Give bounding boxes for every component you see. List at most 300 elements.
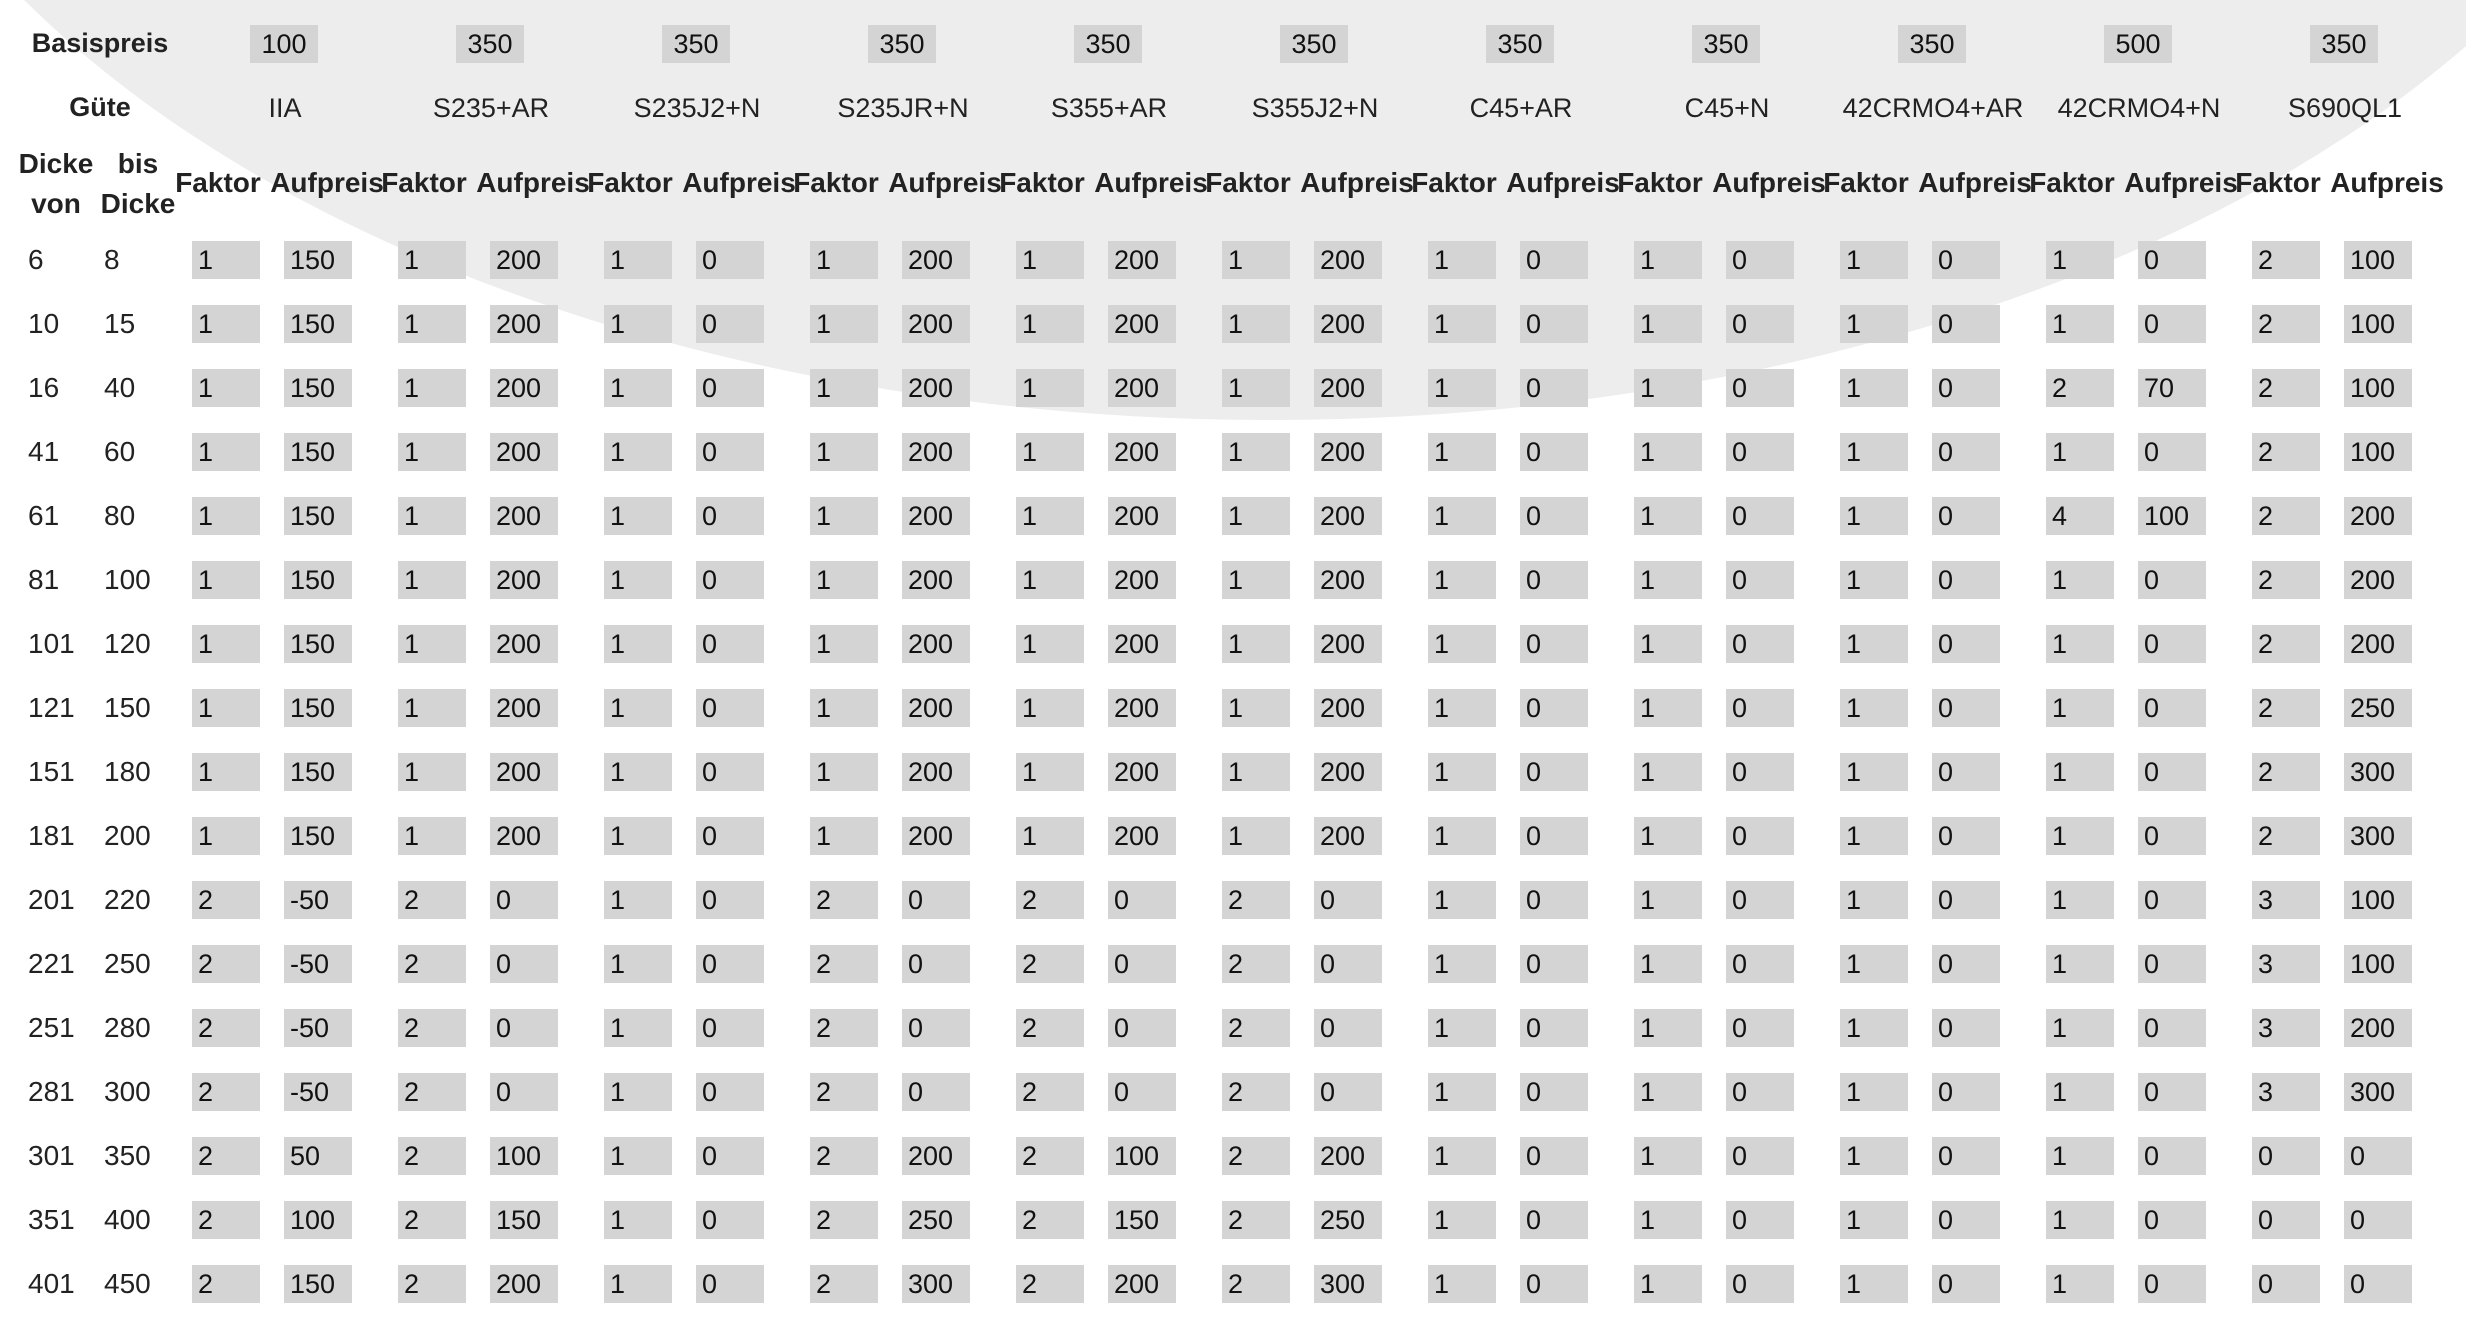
aufpreis-input[interactable]: 0 <box>1108 945 1176 983</box>
aufpreis-input[interactable]: 200 <box>1108 305 1176 343</box>
aufpreis-input[interactable]: 0 <box>1108 881 1176 919</box>
aufpreis-input[interactable]: 200 <box>1314 625 1382 663</box>
aufpreis-input[interactable]: 200 <box>902 625 970 663</box>
faktor-input[interactable]: 2 <box>2046 369 2114 407</box>
aufpreis-input[interactable]: 0 <box>2138 1265 2206 1303</box>
aufpreis-input[interactable]: 0 <box>490 1073 558 1111</box>
faktor-input[interactable]: 1 <box>1428 881 1496 919</box>
faktor-input[interactable]: 0 <box>2252 1137 2320 1175</box>
faktor-input[interactable]: 1 <box>2046 1009 2114 1047</box>
base-price-input[interactable]: 350 <box>1898 25 1966 63</box>
aufpreis-input[interactable]: 0 <box>490 1009 558 1047</box>
aufpreis-input[interactable]: 200 <box>490 241 558 279</box>
faktor-input[interactable]: 1 <box>2046 1201 2114 1239</box>
faktor-input[interactable]: 2 <box>810 945 878 983</box>
faktor-input[interactable]: 1 <box>604 1201 672 1239</box>
aufpreis-input[interactable]: 100 <box>2344 433 2412 471</box>
faktor-input[interactable]: 2 <box>1222 945 1290 983</box>
faktor-input[interactable]: 1 <box>1428 1073 1496 1111</box>
faktor-input[interactable]: 1 <box>604 1073 672 1111</box>
aufpreis-input[interactable]: 0 <box>2138 817 2206 855</box>
aufpreis-input[interactable]: 200 <box>2344 625 2412 663</box>
aufpreis-input[interactable]: 0 <box>1726 817 1794 855</box>
faktor-input[interactable]: 2 <box>2252 817 2320 855</box>
faktor-input[interactable]: 1 <box>1428 369 1496 407</box>
faktor-input[interactable]: 2 <box>398 1073 466 1111</box>
faktor-input[interactable]: 3 <box>2252 1009 2320 1047</box>
aufpreis-input[interactable]: 150 <box>284 305 352 343</box>
aufpreis-input[interactable]: 0 <box>1520 1137 1588 1175</box>
faktor-input[interactable]: 1 <box>1634 1265 1702 1303</box>
aufpreis-input[interactable]: 200 <box>490 561 558 599</box>
base-price-input[interactable]: 350 <box>2310 25 2378 63</box>
faktor-input[interactable]: 2 <box>1016 945 1084 983</box>
faktor-input[interactable]: 2 <box>2252 625 2320 663</box>
aufpreis-input[interactable]: 0 <box>1932 1265 2000 1303</box>
aufpreis-input[interactable]: 200 <box>490 689 558 727</box>
faktor-input[interactable]: 1 <box>1016 817 1084 855</box>
faktor-input[interactable]: 1 <box>398 689 466 727</box>
faktor-input[interactable]: 1 <box>192 817 260 855</box>
faktor-input[interactable]: 1 <box>810 497 878 535</box>
aufpreis-input[interactable]: 200 <box>1314 369 1382 407</box>
faktor-input[interactable]: 1 <box>810 433 878 471</box>
aufpreis-input[interactable]: 0 <box>2138 625 2206 663</box>
faktor-input[interactable]: 1 <box>1840 369 1908 407</box>
aufpreis-input[interactable]: 100 <box>490 1137 558 1175</box>
faktor-input[interactable]: 1 <box>192 561 260 599</box>
faktor-input[interactable]: 1 <box>2046 433 2114 471</box>
aufpreis-input[interactable]: 200 <box>1108 625 1176 663</box>
faktor-input[interactable]: 1 <box>1840 1201 1908 1239</box>
aufpreis-input[interactable]: 150 <box>284 1265 352 1303</box>
faktor-input[interactable]: 1 <box>604 369 672 407</box>
faktor-input[interactable]: 2 <box>1222 1265 1290 1303</box>
faktor-input[interactable]: 1 <box>192 369 260 407</box>
faktor-input[interactable]: 2 <box>398 945 466 983</box>
faktor-input[interactable]: 1 <box>1634 561 1702 599</box>
aufpreis-input[interactable]: 200 <box>902 753 970 791</box>
aufpreis-input[interactable]: 0 <box>1726 945 1794 983</box>
faktor-input[interactable]: 3 <box>2252 945 2320 983</box>
faktor-input[interactable]: 1 <box>1222 497 1290 535</box>
aufpreis-input[interactable]: 200 <box>1108 433 1176 471</box>
aufpreis-input[interactable]: 0 <box>1520 497 1588 535</box>
aufpreis-input[interactable]: -50 <box>284 1073 352 1111</box>
aufpreis-input[interactable]: 0 <box>1520 945 1588 983</box>
aufpreis-input[interactable]: 0 <box>1932 1073 2000 1111</box>
aufpreis-input[interactable]: 0 <box>2138 753 2206 791</box>
aufpreis-input[interactable]: 0 <box>696 433 764 471</box>
aufpreis-input[interactable]: 0 <box>1726 305 1794 343</box>
faktor-input[interactable]: 2 <box>398 1265 466 1303</box>
aufpreis-input[interactable]: 0 <box>696 945 764 983</box>
faktor-input[interactable]: 1 <box>1428 433 1496 471</box>
aufpreis-input[interactable]: 200 <box>902 433 970 471</box>
faktor-input[interactable]: 1 <box>1428 561 1496 599</box>
aufpreis-input[interactable]: 0 <box>1520 241 1588 279</box>
faktor-input[interactable]: 1 <box>604 1137 672 1175</box>
aufpreis-input[interactable]: 0 <box>1726 369 1794 407</box>
faktor-input[interactable]: 1 <box>2046 881 2114 919</box>
aufpreis-input[interactable]: 150 <box>490 1201 558 1239</box>
aufpreis-input[interactable]: 0 <box>1726 561 1794 599</box>
aufpreis-input[interactable]: 0 <box>1314 1009 1382 1047</box>
aufpreis-input[interactable]: 0 <box>2138 881 2206 919</box>
faktor-input[interactable]: 1 <box>1840 433 1908 471</box>
faktor-input[interactable]: 2 <box>2252 689 2320 727</box>
aufpreis-input[interactable]: 200 <box>1108 497 1176 535</box>
faktor-input[interactable]: 1 <box>1222 433 1290 471</box>
aufpreis-input[interactable]: 0 <box>1932 1009 2000 1047</box>
aufpreis-input[interactable]: 200 <box>490 625 558 663</box>
base-price-input[interactable]: 350 <box>662 25 730 63</box>
faktor-input[interactable]: 1 <box>1016 305 1084 343</box>
aufpreis-input[interactable]: 0 <box>2138 1137 2206 1175</box>
aufpreis-input[interactable]: 200 <box>2344 1009 2412 1047</box>
aufpreis-input[interactable]: 200 <box>2344 561 2412 599</box>
faktor-input[interactable]: 1 <box>398 369 466 407</box>
aufpreis-input[interactable]: 250 <box>2344 689 2412 727</box>
faktor-input[interactable]: 1 <box>810 305 878 343</box>
faktor-input[interactable]: 1 <box>1222 241 1290 279</box>
faktor-input[interactable]: 1 <box>398 241 466 279</box>
faktor-input[interactable]: 1 <box>604 1009 672 1047</box>
faktor-input[interactable]: 2 <box>2252 753 2320 791</box>
faktor-input[interactable]: 2 <box>2252 561 2320 599</box>
aufpreis-input[interactable]: 0 <box>1932 561 2000 599</box>
aufpreis-input[interactable]: -50 <box>284 881 352 919</box>
aufpreis-input[interactable]: 0 <box>490 945 558 983</box>
faktor-input[interactable]: 1 <box>1634 689 1702 727</box>
aufpreis-input[interactable]: 0 <box>1520 1009 1588 1047</box>
faktor-input[interactable]: 2 <box>810 1073 878 1111</box>
faktor-input[interactable]: 1 <box>1840 305 1908 343</box>
base-price-input[interactable]: 350 <box>868 25 936 63</box>
aufpreis-input[interactable]: 200 <box>1108 1265 1176 1303</box>
faktor-input[interactable]: 1 <box>1840 1265 1908 1303</box>
faktor-input[interactable]: 1 <box>1840 817 1908 855</box>
faktor-input[interactable]: 3 <box>2252 881 2320 919</box>
aufpreis-input[interactable]: 150 <box>1108 1201 1176 1239</box>
aufpreis-input[interactable]: 200 <box>1314 817 1382 855</box>
aufpreis-input[interactable]: 0 <box>902 945 970 983</box>
aufpreis-input[interactable]: 0 <box>2138 305 2206 343</box>
faktor-input[interactable]: 2 <box>1016 1073 1084 1111</box>
faktor-input[interactable]: 1 <box>1016 241 1084 279</box>
faktor-input[interactable]: 1 <box>2046 817 2114 855</box>
faktor-input[interactable]: 2 <box>1016 1137 1084 1175</box>
aufpreis-input[interactable]: 0 <box>1726 1265 1794 1303</box>
faktor-input[interactable]: 1 <box>2046 1265 2114 1303</box>
aufpreis-input[interactable]: 0 <box>1932 817 2000 855</box>
faktor-input[interactable]: 2 <box>398 1201 466 1239</box>
faktor-input[interactable]: 1 <box>1016 369 1084 407</box>
aufpreis-input[interactable]: 200 <box>490 1265 558 1303</box>
aufpreis-input[interactable]: 0 <box>902 881 970 919</box>
faktor-input[interactable]: 2 <box>398 1009 466 1047</box>
faktor-input[interactable]: 1 <box>1634 305 1702 343</box>
aufpreis-input[interactable]: 0 <box>1520 1073 1588 1111</box>
aufpreis-input[interactable]: 0 <box>1726 689 1794 727</box>
faktor-input[interactable]: 2 <box>192 1137 260 1175</box>
faktor-input[interactable]: 1 <box>1222 817 1290 855</box>
faktor-input[interactable]: 1 <box>398 817 466 855</box>
aufpreis-input[interactable]: 0 <box>696 1073 764 1111</box>
faktor-input[interactable]: 1 <box>1428 753 1496 791</box>
aufpreis-input[interactable]: 0 <box>1726 881 1794 919</box>
faktor-input[interactable]: 1 <box>604 689 672 727</box>
aufpreis-input[interactable]: 0 <box>1726 625 1794 663</box>
base-price-input[interactable]: 100 <box>250 25 318 63</box>
aufpreis-input[interactable]: 150 <box>284 753 352 791</box>
faktor-input[interactable]: 1 <box>2046 753 2114 791</box>
aufpreis-input[interactable]: 200 <box>1314 497 1382 535</box>
aufpreis-input[interactable]: 0 <box>1932 305 2000 343</box>
faktor-input[interactable]: 1 <box>192 497 260 535</box>
faktor-input[interactable]: 1 <box>1840 241 1908 279</box>
faktor-input[interactable]: 1 <box>1634 625 1702 663</box>
faktor-input[interactable]: 1 <box>1840 1073 1908 1111</box>
aufpreis-input[interactable]: 150 <box>284 369 352 407</box>
aufpreis-input[interactable]: 100 <box>284 1201 352 1239</box>
faktor-input[interactable]: 1 <box>1634 433 1702 471</box>
aufpreis-input[interactable]: 200 <box>902 1137 970 1175</box>
faktor-input[interactable]: 2 <box>192 1009 260 1047</box>
aufpreis-input[interactable]: 0 <box>696 305 764 343</box>
faktor-input[interactable]: 1 <box>1428 625 1496 663</box>
aufpreis-input[interactable]: 300 <box>1314 1265 1382 1303</box>
faktor-input[interactable]: 2 <box>398 1137 466 1175</box>
faktor-input[interactable]: 0 <box>2252 1265 2320 1303</box>
faktor-input[interactable]: 1 <box>398 625 466 663</box>
faktor-input[interactable]: 2 <box>1016 881 1084 919</box>
faktor-input[interactable]: 1 <box>1840 561 1908 599</box>
faktor-input[interactable]: 1 <box>1840 497 1908 535</box>
faktor-input[interactable]: 2 <box>810 1265 878 1303</box>
faktor-input[interactable]: 1 <box>1016 433 1084 471</box>
aufpreis-input[interactable]: 200 <box>1108 241 1176 279</box>
faktor-input[interactable]: 1 <box>1634 1137 1702 1175</box>
faktor-input[interactable]: 1 <box>604 561 672 599</box>
faktor-input[interactable]: 1 <box>2046 561 2114 599</box>
faktor-input[interactable]: 1 <box>1222 689 1290 727</box>
faktor-input[interactable]: 2 <box>1222 1009 1290 1047</box>
faktor-input[interactable]: 1 <box>2046 689 2114 727</box>
aufpreis-input[interactable]: 200 <box>490 817 558 855</box>
faktor-input[interactable]: 1 <box>192 241 260 279</box>
aufpreis-input[interactable]: 0 <box>696 369 764 407</box>
aufpreis-input[interactable]: 0 <box>1726 497 1794 535</box>
faktor-input[interactable]: 1 <box>2046 305 2114 343</box>
aufpreis-input[interactable]: 0 <box>1314 1073 1382 1111</box>
aufpreis-input[interactable]: 150 <box>284 561 352 599</box>
base-price-input[interactable]: 350 <box>1280 25 1348 63</box>
faktor-input[interactable]: 2 <box>192 1265 260 1303</box>
faktor-input[interactable]: 1 <box>2046 1073 2114 1111</box>
aufpreis-input[interactable]: 300 <box>902 1265 970 1303</box>
aufpreis-input[interactable]: 100 <box>2344 881 2412 919</box>
faktor-input[interactable]: 1 <box>810 241 878 279</box>
aufpreis-input[interactable]: 0 <box>1520 561 1588 599</box>
aufpreis-input[interactable]: 0 <box>1520 753 1588 791</box>
faktor-input[interactable]: 1 <box>398 753 466 791</box>
aufpreis-input[interactable]: 200 <box>1108 561 1176 599</box>
faktor-input[interactable]: 1 <box>192 753 260 791</box>
aufpreis-input[interactable]: 200 <box>1314 561 1382 599</box>
faktor-input[interactable]: 1 <box>604 433 672 471</box>
faktor-input[interactable]: 1 <box>1222 753 1290 791</box>
faktor-input[interactable]: 1 <box>1222 305 1290 343</box>
faktor-input[interactable]: 1 <box>1222 369 1290 407</box>
faktor-input[interactable]: 1 <box>1428 689 1496 727</box>
faktor-input[interactable]: 1 <box>1840 1009 1908 1047</box>
faktor-input[interactable]: 1 <box>2046 625 2114 663</box>
aufpreis-input[interactable]: 0 <box>1932 625 2000 663</box>
aufpreis-input[interactable]: 200 <box>902 689 970 727</box>
aufpreis-input[interactable]: 200 <box>1314 1137 1382 1175</box>
aufpreis-input[interactable]: 0 <box>2138 689 2206 727</box>
aufpreis-input[interactable]: 70 <box>2138 369 2206 407</box>
aufpreis-input[interactable]: 0 <box>1932 753 2000 791</box>
aufpreis-input[interactable]: 150 <box>284 625 352 663</box>
faktor-input[interactable]: 1 <box>398 497 466 535</box>
faktor-input[interactable]: 1 <box>398 305 466 343</box>
aufpreis-input[interactable]: 200 <box>1314 689 1382 727</box>
aufpreis-input[interactable]: 150 <box>284 433 352 471</box>
faktor-input[interactable]: 1 <box>1428 1009 1496 1047</box>
aufpreis-input[interactable]: 0 <box>696 753 764 791</box>
aufpreis-input[interactable]: 200 <box>902 497 970 535</box>
aufpreis-input[interactable]: 200 <box>1314 241 1382 279</box>
faktor-input[interactable]: 1 <box>604 625 672 663</box>
aufpreis-input[interactable]: -50 <box>284 1009 352 1047</box>
faktor-input[interactable]: 4 <box>2046 497 2114 535</box>
aufpreis-input[interactable]: 200 <box>490 369 558 407</box>
base-price-input[interactable]: 350 <box>1486 25 1554 63</box>
faktor-input[interactable]: 1 <box>2046 945 2114 983</box>
faktor-input[interactable]: 1 <box>1016 625 1084 663</box>
aufpreis-input[interactable]: 0 <box>1932 241 2000 279</box>
aufpreis-input[interactable]: 200 <box>2344 497 2412 535</box>
aufpreis-input[interactable]: 100 <box>2344 369 2412 407</box>
aufpreis-input[interactable]: 200 <box>1108 689 1176 727</box>
aufpreis-input[interactable]: 0 <box>1932 369 2000 407</box>
aufpreis-input[interactable]: 200 <box>1108 817 1176 855</box>
aufpreis-input[interactable]: 200 <box>1314 433 1382 471</box>
aufpreis-input[interactable]: 0 <box>1932 945 2000 983</box>
faktor-input[interactable]: 2 <box>810 881 878 919</box>
faktor-input[interactable]: 2 <box>810 1201 878 1239</box>
faktor-input[interactable]: 1 <box>1634 945 1702 983</box>
aufpreis-input[interactable]: 0 <box>1314 945 1382 983</box>
aufpreis-input[interactable]: 0 <box>2344 1137 2412 1175</box>
aufpreis-input[interactable]: 0 <box>2138 433 2206 471</box>
aufpreis-input[interactable]: 200 <box>490 305 558 343</box>
faktor-input[interactable]: 1 <box>1428 305 1496 343</box>
base-price-input[interactable]: 350 <box>456 25 524 63</box>
aufpreis-input[interactable]: 100 <box>1108 1137 1176 1175</box>
aufpreis-input[interactable]: 0 <box>1932 1137 2000 1175</box>
faktor-input[interactable]: 2 <box>1222 1137 1290 1175</box>
aufpreis-input[interactable]: 0 <box>1520 625 1588 663</box>
aufpreis-input[interactable]: 0 <box>2344 1265 2412 1303</box>
faktor-input[interactable]: 1 <box>1840 753 1908 791</box>
aufpreis-input[interactable]: 250 <box>902 1201 970 1239</box>
faktor-input[interactable]: 2 <box>192 1201 260 1239</box>
aufpreis-input[interactable]: 0 <box>902 1073 970 1111</box>
aufpreis-input[interactable]: 0 <box>490 881 558 919</box>
base-price-input[interactable]: 350 <box>1692 25 1760 63</box>
faktor-input[interactable]: 1 <box>1428 945 1496 983</box>
faktor-input[interactable]: 1 <box>398 433 466 471</box>
faktor-input[interactable]: 0 <box>2252 1201 2320 1239</box>
aufpreis-input[interactable]: 0 <box>696 1009 764 1047</box>
aufpreis-input[interactable]: 0 <box>696 1265 764 1303</box>
aufpreis-input[interactable]: 200 <box>490 497 558 535</box>
aufpreis-input[interactable]: 100 <box>2344 241 2412 279</box>
faktor-input[interactable]: 1 <box>1016 753 1084 791</box>
faktor-input[interactable]: 2 <box>2252 433 2320 471</box>
faktor-input[interactable]: 1 <box>1428 241 1496 279</box>
faktor-input[interactable]: 1 <box>1634 881 1702 919</box>
aufpreis-input[interactable]: 0 <box>696 817 764 855</box>
aufpreis-input[interactable]: 0 <box>1520 369 1588 407</box>
faktor-input[interactable]: 1 <box>192 433 260 471</box>
faktor-input[interactable]: 1 <box>192 305 260 343</box>
aufpreis-input[interactable]: 0 <box>1520 817 1588 855</box>
faktor-input[interactable]: 1 <box>604 945 672 983</box>
aufpreis-input[interactable]: 0 <box>696 881 764 919</box>
aufpreis-input[interactable]: 0 <box>1932 433 2000 471</box>
aufpreis-input[interactable]: 200 <box>902 305 970 343</box>
aufpreis-input[interactable]: 150 <box>284 241 352 279</box>
aufpreis-input[interactable]: 0 <box>696 625 764 663</box>
faktor-input[interactable]: 1 <box>604 241 672 279</box>
faktor-input[interactable]: 2 <box>192 945 260 983</box>
faktor-input[interactable]: 1 <box>1634 1073 1702 1111</box>
faktor-input[interactable]: 1 <box>1634 369 1702 407</box>
faktor-input[interactable]: 1 <box>1222 625 1290 663</box>
faktor-input[interactable]: 1 <box>810 817 878 855</box>
aufpreis-input[interactable]: 0 <box>1932 1201 2000 1239</box>
aufpreis-input[interactable]: 150 <box>284 817 352 855</box>
aufpreis-input[interactable]: 0 <box>1932 497 2000 535</box>
base-price-input[interactable]: 500 <box>2104 25 2172 63</box>
faktor-input[interactable]: 2 <box>1222 1201 1290 1239</box>
aufpreis-input[interactable]: 0 <box>1726 1201 1794 1239</box>
faktor-input[interactable]: 1 <box>604 1265 672 1303</box>
aufpreis-input[interactable]: 0 <box>696 1201 764 1239</box>
aufpreis-input[interactable]: 0 <box>2138 1009 2206 1047</box>
aufpreis-input[interactable]: 300 <box>2344 1073 2412 1111</box>
faktor-input[interactable]: 2 <box>2252 497 2320 535</box>
aufpreis-input[interactable]: 0 <box>902 1009 970 1047</box>
faktor-input[interactable]: 2 <box>192 1073 260 1111</box>
faktor-input[interactable]: 1 <box>604 753 672 791</box>
aufpreis-input[interactable]: 150 <box>284 689 352 727</box>
aufpreis-input[interactable]: 100 <box>2138 497 2206 535</box>
faktor-input[interactable]: 1 <box>1016 561 1084 599</box>
aufpreis-input[interactable]: 0 <box>696 1137 764 1175</box>
faktor-input[interactable]: 1 <box>398 561 466 599</box>
aufpreis-input[interactable]: 0 <box>1726 1137 1794 1175</box>
aufpreis-input[interactable]: -50 <box>284 945 352 983</box>
aufpreis-input[interactable]: 200 <box>902 369 970 407</box>
faktor-input[interactable]: 1 <box>1840 625 1908 663</box>
faktor-input[interactable]: 1 <box>810 561 878 599</box>
aufpreis-input[interactable]: 0 <box>1108 1009 1176 1047</box>
